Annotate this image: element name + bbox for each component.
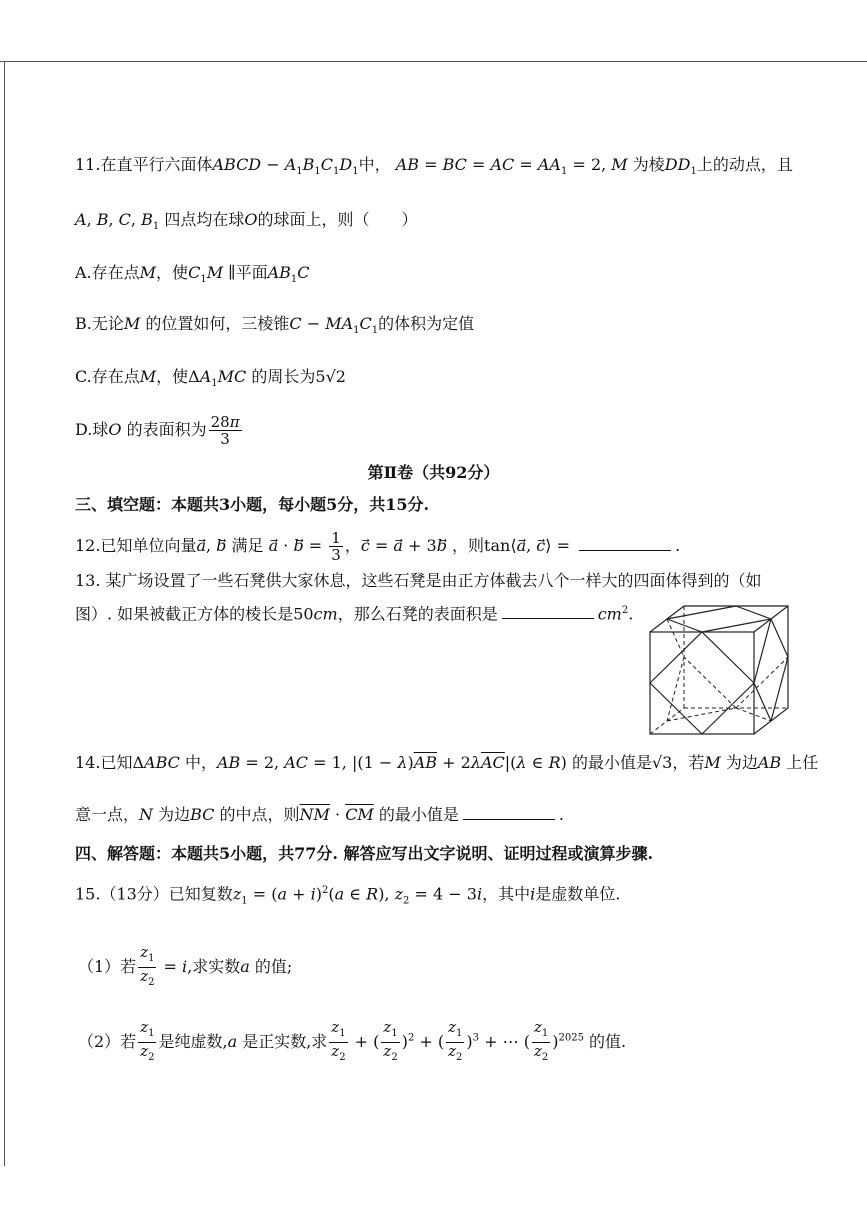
q15-stem: 15.（13分）已知复数$z_1 = (a + i)^2(a$ ∈ R), $z_2 = 4 - 3i$，其中i是虚数单位. <box>75 884 621 907</box>
part4-header: 四、解答题：本题共5小题，共77分. 解答应写出文字说明、证明过程或演算步骤. <box>75 844 654 863</box>
section-title: 第Ⅱ卷（共92分） <box>367 463 500 482</box>
q11-option-d: D.球O 的表面积为 $\frac{28\pi}{3}$ <box>75 413 240 448</box>
q13-answer-blank <box>502 604 594 619</box>
page-border-left <box>4 61 5 1166</box>
q12: 12.已知单位向量a⃗, b⃗ 满足 a⃗ · b⃗ = $\frac{1}{3}$ ，c⃗ = a⃗ + 3b⃗ ，则tan⟨a⃗, c⃗⟩ = . <box>75 529 681 564</box>
q13-line1: 13. 某广场设置了一些石凳供大家休息，这些石凳是由正方体截去八个一样大的四面体得到的（如 <box>75 571 762 590</box>
q11-stem: 11.在直平行六面体ABCD − $A_1B_1C_1D_1$中， AB = BC = AC = $AA_1 = 2$, M 为棱$DD_1$上的动点，且 <box>75 155 793 178</box>
q11-option-b: B.无论M 的位置如何，三棱锥$C - MA_1C_1$的体积为定值 <box>75 314 475 337</box>
q14-line2: 意一点，N 为边BC 的中点，则$\overline{NM} \cdot \overline{CM}$ 的最小值是 . <box>75 805 565 824</box>
cube-figure <box>648 604 790 736</box>
q15-part2: （2）若 $\frac{z_1}{z_2}$ 是纯虚数,a 是正实数,求 $\frac{z_1}{z_2}$ + ( $\frac{z_1}{z_2}$ )$^2$ + ( $\frac{z_1}{z_2}$ )$^3$ + ⋯ ( $\frac{z_1}{z_2}$ )$^{2025}$ 的值. <box>78 1018 627 1063</box>
q12-answer-blank <box>579 536 671 551</box>
q13-line2: 图）. 如果被截正方体的棱长是50cm，那么石凳的表面积是 $cm^2$. <box>75 604 634 624</box>
q11-option-c: C.存在点M，使$\Delta A_1MC$ 的周长为5√2 <box>75 367 346 390</box>
q11-option-a: A.存在点M，使$C_1M$ ∥平面$AB_1C$ <box>75 263 310 286</box>
q15-part1: （1）若 $\frac{z_1}{z_2}$ = i,求实数a 的值; <box>78 943 293 988</box>
page-border-top <box>0 61 867 62</box>
q11-stem-line2: A, B, C, $B_1$ 四点均在球O的球面上，则（ ） <box>75 210 418 233</box>
q14-answer-blank <box>463 805 555 820</box>
part3-header: 三、填空题：本题共3小题，每小题5分，共15分. <box>75 495 430 514</box>
q14-line1: 14.已知ΔABC 中，AB = 2, AC = 1, $|(1 - \lambda)\overline{AB} + 2\lambda\overline{AC}|(\lambda$ ∈ R) 的最小值是√3，若M 为边AB 上任 <box>75 753 819 772</box>
